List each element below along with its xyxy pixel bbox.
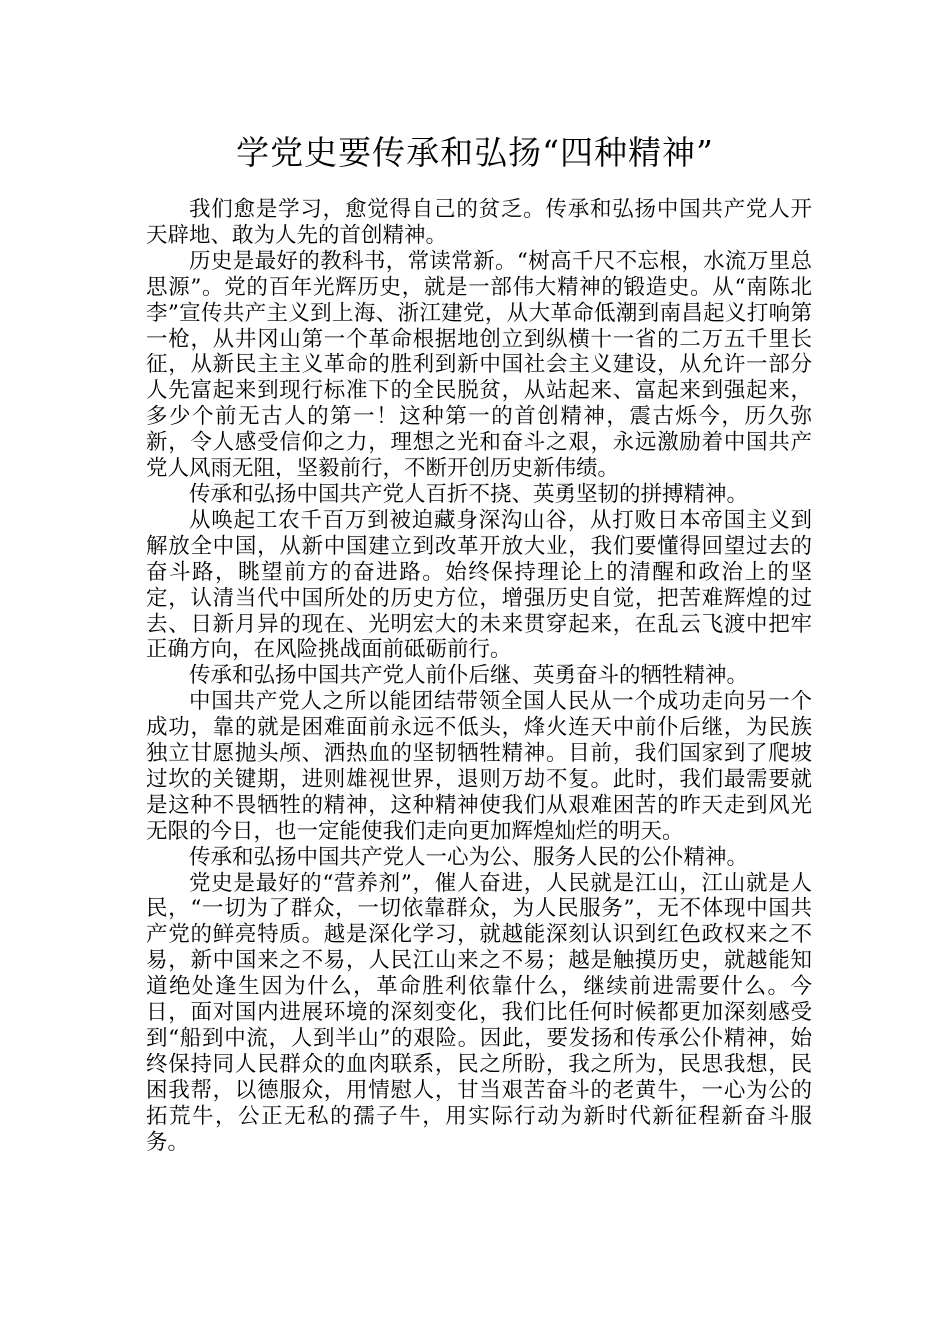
paragraph-5: 传承和弘扬中国共产党人前仆后继、英勇奋斗的牺牲精神。 [189,663,749,689]
paragraph-3: 传承和弘扬中国共产党人百折不挠、英勇坚韧的拼搏精神。 [189,481,749,507]
paragraph-8: 党史是最好的“营养剂”，催人奋进，人民就是江山，江山就是人民，“一切为了群众，一切依靠群众，为人民服务”，无不体现中国共产党的鲜亮特质。越是深化学习，就越能深刻认识到红色政权来之不易，新中国来之不易，人民江山来之不易；越是触摸历史，就越能知道绝处逢生因为什么，革命胜利依靠什么，继续前进需要什么。今日，面对国内进展环境的深刻变化，我们比任何时候都更加深刻感受到“船到中流，人到半山”的艰险。因此，要发扬和传承公仆精神，始终保持同人民群众的血肉联系，民之所盼，我之所为，民思我想，民困我帮，以德服众，用情慰人，甘当艰苦奋斗的老黄牛，一心为公的拓荒牛，公正无私的孺子牛，用实际行动为新时代新征程新奋斗服务。 [146,870,812,1155]
paragraph-7: 传承和弘扬中国共产党人一心为公、服务人民的公仆精神。 [189,844,749,870]
paragraph-6: 中国共产党人之所以能团结带领全国人民从一个成功走向另一个成功，靠的就是困难面前永远不低头，烽火连天中前仆后继，为民族独立甘愿抛头颅、洒热血的坚韧牺牲精神。目前，我们国家到了爬坡过坎的关键期，进则雄视世界，退则万劫不复。此时，我们最需要就是这种不畏牺牲的精神，这种精神使我们从艰难困苦的昨天走到风光无限的今日，也一定能使我们走向更加辉煌灿烂的明天。 [146,689,812,844]
paragraph-4: 从唤起工农千百万到被迫藏身深沟山谷，从打败日本帝国主义到解放全中国，从新中国建立到改革开放大业，我们要懂得回望过去的奋斗路，眺望前方的奋进路。始终保持理论上的清醒和政治上的坚定，认清当代中国所处的历史方位，增强历史自觉，把苦难辉煌的过去、日新月异的现在、光明宏大的未来贯穿起来，在乱云飞渡中把牢正确方向，在风险挑战面前砥砺前行。 [146,507,812,663]
paragraph-2: 历史是最好的教科书，常读常新。“树高千尺不忘根，水流万里总思源”。党的百年光辉历史，就是一部伟大精神的锻造史。从“南陈北李”宣传共产主义到上海、浙江建党，从大革命低潮到南昌起义打响第一枪，从井冈山第一个革命根据地创立到纵横十一省的二万五千里长征，从新民主主义革命的胜利到新中国社会主义建设，从允许一部分人先富起来到现行标准下的全民脱贫，从站起来、富起来到强起来，多少个前无古人的第一！这种第一的首创精神，震古烁今，历久弥新，令人感受信仰之力，理想之光和奋斗之艰，永远激励着中国共产党人风雨无阻，坚毅前行，不断开创历史新伟绩。 [146,248,812,482]
document-body [146,197,812,1156]
document-title: 学党史要传承和弘扬“四种精神” [236,133,714,172]
paragraph-1: 我们愈是学习，愈觉得自己的贫乏。传承和弘扬中国共产党人开天辟地、敢为人先的首创精神。 [146,197,812,248]
